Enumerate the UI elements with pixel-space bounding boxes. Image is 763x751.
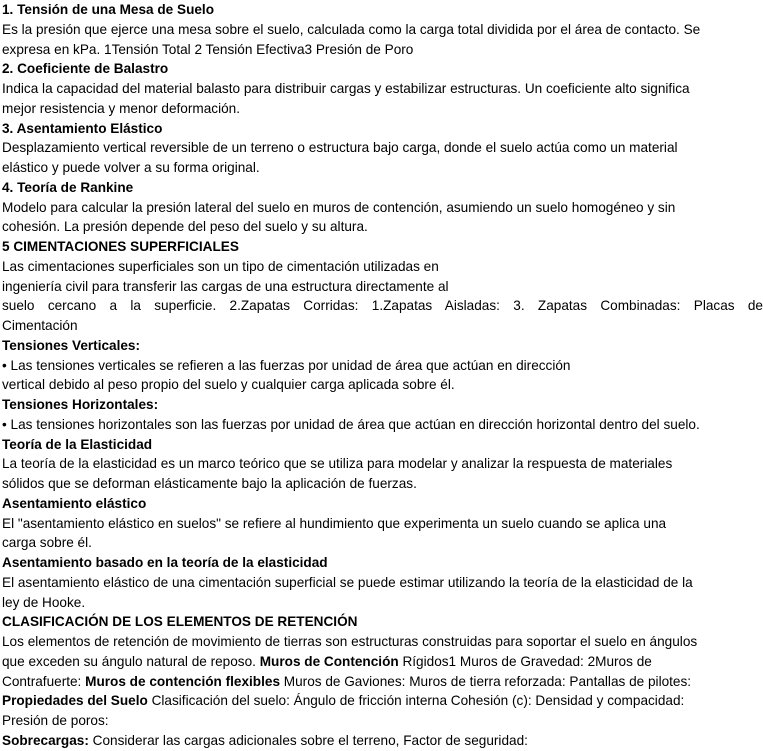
bold-text-segment: Teoría de la Elasticidad — [2, 436, 153, 452]
text-segment: mejor resistencia y menor deformación. — [2, 100, 240, 116]
text-line — [2, 336, 763, 356]
text-line — [2, 138, 763, 158]
bold-text-segment: Asentamiento elástico — [2, 495, 147, 511]
text-segment: Clasificación del suelo: Ángulo de fricción interna Cohesión (c): Densidad y compacidad: — [147, 693, 685, 709]
text-segment: Indica la capacidad del material balasto para distribuir cargas y estabilizar estructuras. Un coeficiente alto significa — [2, 81, 690, 96]
text-segment: que exceden su ángulo natural de reposo. — [2, 653, 260, 669]
text-line — [2, 435, 763, 455]
text-line — [2, 573, 763, 593]
text-line — [2, 0, 763, 20]
text-line — [2, 395, 763, 415]
text-segment: El "asentamiento elástico en suelos" se refiere al hundimiento que experimenta un suelo cuando se aplica una — [2, 515, 667, 531]
text-segment: Los elementos de retención de movimiento de tierras son estructuras construidas para soportar el suelo en ángulos — [2, 634, 698, 649]
text-line — [2, 731, 763, 751]
text-line — [2, 119, 763, 139]
text-line — [2, 356, 763, 376]
text-segment: cohesión. La presión depende del peso del suelo y su altura. — [2, 219, 368, 235]
text-line — [2, 375, 763, 395]
text-line — [2, 79, 763, 99]
bold-text-segment: Muros de Contención — [259, 653, 399, 669]
text-segment: Cimentación — [2, 318, 78, 333]
text-line — [2, 198, 763, 218]
text-segment: Es la presión que ejerce una mesa sobre el suelo, calculada como la carga total dividida por el área de contacto. Se — [2, 21, 701, 37]
text-segment: suelo cercano a la superficie. 2.Zapatas Corridas: 1.Zapatas Aisladas: 3. Zapatas Combinadas: Placas de — [2, 298, 763, 314]
text-line — [2, 454, 763, 474]
text-line — [2, 99, 763, 119]
text-segment: • Las tensiones verticales se refieren a las fuerzas por unidad de área que actúan en dirección — [2, 357, 571, 373]
bold-text-segment: 5 CIMENTACIONES SUPERFICIALES — [2, 239, 239, 254]
text-line — [2, 593, 763, 613]
text-line — [2, 533, 763, 553]
text-line — [2, 158, 763, 178]
text-segment: Las cimentaciones superficiales son un tipo de cimentación utilizadas en — [2, 258, 439, 274]
text-line — [2, 711, 763, 731]
text-segment: sólidos que se deforman elásticamente bajo la aplicación de fuerzas. — [2, 476, 417, 491]
text-line — [2, 59, 763, 79]
text-line — [2, 494, 763, 514]
bold-text-segment: Tensiones Horizontales: — [2, 397, 159, 412]
text-segment: La teoría de la elasticidad es un marco teórico que se utiliza para modelar y analizar la respuesta de materiales — [2, 456, 673, 472]
bold-text-segment: 3. Asentamiento Elástico — [2, 120, 163, 136]
text-segment: Muros de Gaviones: Muros de tierra reforzada: Pantallas de pilotes: — [280, 673, 692, 689]
text-segment: El asentamiento elástico de una cimentación superficial se puede estimar utilizando la teoría de la elasticidad de la — [2, 574, 693, 590]
text-line — [2, 296, 763, 316]
text-line — [2, 652, 763, 672]
text-line — [2, 612, 763, 632]
text-line — [2, 217, 763, 237]
text-line — [2, 672, 763, 692]
text-segment: expresa en kPa. 1Tensión Total 2 Tensión Efectiva3 Presión de Poro — [2, 41, 414, 57]
bold-text-segment: Propiedades del Suelo — [2, 693, 148, 709]
text-line — [2, 178, 763, 198]
bold-text-segment: 1. Tensión de una Mesa de Suelo — [2, 2, 215, 17]
text-line — [2, 237, 763, 257]
text-segment: Modelo para calcular la presión lateral del suelo en muros de contención, asumiendo un suelo homogéneo y sin — [2, 199, 676, 215]
text-line — [2, 632, 763, 652]
text-line — [2, 553, 763, 573]
text-segment: Rígidos1 Muros de Gravedad: 2Muros de — [398, 653, 652, 669]
text-segment: Presión de poros: — [2, 713, 109, 728]
text-line — [2, 691, 763, 711]
text-line — [2, 40, 763, 60]
text-segment: ley de Hooke. — [2, 594, 86, 610]
text-segment: elástico y puede volver a su forma original. — [2, 160, 260, 175]
text-segment: Considerar las cargas adicionales sobre el terreno, Factor de seguridad: — [88, 732, 528, 748]
text-segment: Contrafuerte: — [2, 673, 86, 689]
bold-text-segment: Muros de contención flexibles — [85, 673, 281, 689]
text-line — [2, 277, 763, 297]
bold-text-segment: Tensiones Verticales: — [2, 337, 141, 353]
text-segment: carga sobre él. — [2, 535, 92, 551]
text-segment: • Las tensiones horizontales son las fuerzas por unidad de área que actúan en dirección horizontal dentro del suelo. — [2, 416, 700, 432]
text-line — [2, 257, 763, 277]
text-segment: vertical debido al peso propio del suelo y cualquier carga aplicada sobre él. — [2, 377, 455, 393]
text-segment: Desplazamiento vertical reversible de un terreno o estructura bajo carga, donde el suelo actúa como un material — [2, 140, 678, 156]
text-segment: ingeniería civil para transferir las cargas de una estructura directamente al — [2, 278, 449, 294]
bold-text-segment: Sobrecargas: — [2, 732, 89, 748]
text-line — [2, 474, 763, 494]
text-line — [2, 20, 763, 40]
text-line — [2, 415, 763, 435]
text-line — [2, 514, 763, 534]
bold-text-segment: 4. Teoría de Rankine — [2, 179, 134, 195]
bold-text-segment: 2. Coeficiente de Balastro — [2, 61, 169, 77]
bold-text-segment: Asentamiento basado en la teoría de la elasticidad — [2, 555, 328, 570]
bold-text-segment: CLASIFICACIÓN DE LOS ELEMENTOS DE RETENCIÓN — [2, 614, 358, 630]
text-line — [2, 316, 763, 336]
